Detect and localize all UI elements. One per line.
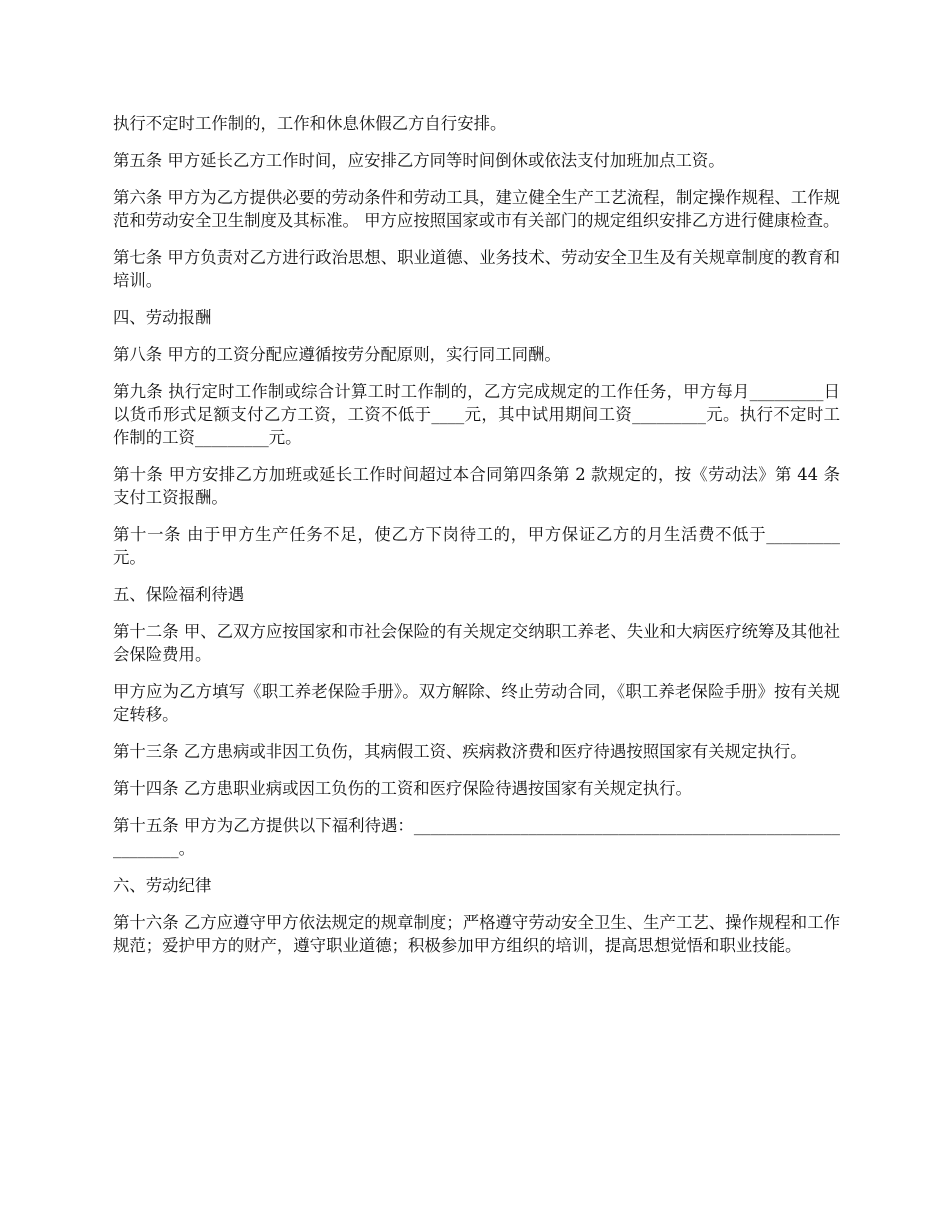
article-5: 第五条 甲方延长乙方工作时间，应安排乙方同等时间倒休或依法支付加班加点工资。 (113, 151, 725, 170)
article-16: 第十六条 乙方应遵守甲方依法规定的规章制度；严格遵守劳动安全卫生、生产工艺、操作规程和工作规范；爱护甲方的财产，遵守职业道德；积极参加甲方组织的培训，提高思想觉悟和职业技能。 (113, 913, 840, 955)
article-8: 第八条 甲方的工资分配应遵循按劳分配原则，实行同工同酬。 (113, 345, 561, 364)
section-heading-insurance-welfare: 五、保险福利待遇 (113, 585, 245, 604)
article-7: 第七条 甲方负责对乙方进行政治思想、职业道德、业务技术、劳动安全卫生及有关规章制度的教育和培训。 (113, 248, 840, 290)
article-11: 第十一条 由于甲方生产任务不足，使乙方下岗待工的，甲方保证乙方的月生活费不低于_________元。 (113, 525, 840, 567)
article-14: 第十四条 乙方患职业病或因工负伤的工资和医疗保险待遇按国家有关规定执行。 (113, 779, 692, 798)
paragraph-pension-handbook: 甲方应为乙方填写《职工养老保险手册》。双方解除、终止劳动合同，《职工养老保险手册》按有关规定转移。 (113, 682, 840, 724)
document-page (113, 112, 840, 971)
article-15: 第十五条 甲方为乙方提供以下福利待遇：____________________________________________________________。 (113, 816, 840, 858)
article-10: 第十条 甲方安排乙方加班或延长工作时间超过本合同第四条第 2 款规定的，按《劳动法》第 44 条支付工资报酬。 (113, 465, 840, 507)
section-heading-remuneration: 四、劳动报酬 (113, 308, 212, 327)
paragraph-rest-schedule: 执行不定时工作制的，工作和休息休假乙方自行安排。 (113, 114, 507, 133)
article-6: 第六条 甲方为乙方提供必要的劳动条件和劳动工具，建立健全生产工艺流程，制定操作规程、工作规范和劳动安全卫生制度及其标准。 甲方应按照国家或市有关部门的规定组织安排乙方进行健康检查。 (113, 188, 840, 230)
article-9: 第九条 执行定时工作制或综合计算工时工作制的，乙方完成规定的工作任务，甲方每月_________日以货币形式足额支付乙方工资，工资不低于____元，其中试用期间工资_________元。执行不定时工作制的工资_________元。 (113, 382, 840, 447)
article-13: 第十三条 乙方患病或非因工负伤，其病假工资、疾病救济费和医疗待遇按照国家有关规定执行。 (113, 742, 807, 761)
article-12: 第十二条 甲、乙双方应按国家和市社会保险的有关规定交纳职工养老、失业和大病医疗统筹及其他社会保险费用。 (113, 622, 840, 664)
section-heading-labor-discipline: 六、劳动纪律 (113, 876, 212, 895)
